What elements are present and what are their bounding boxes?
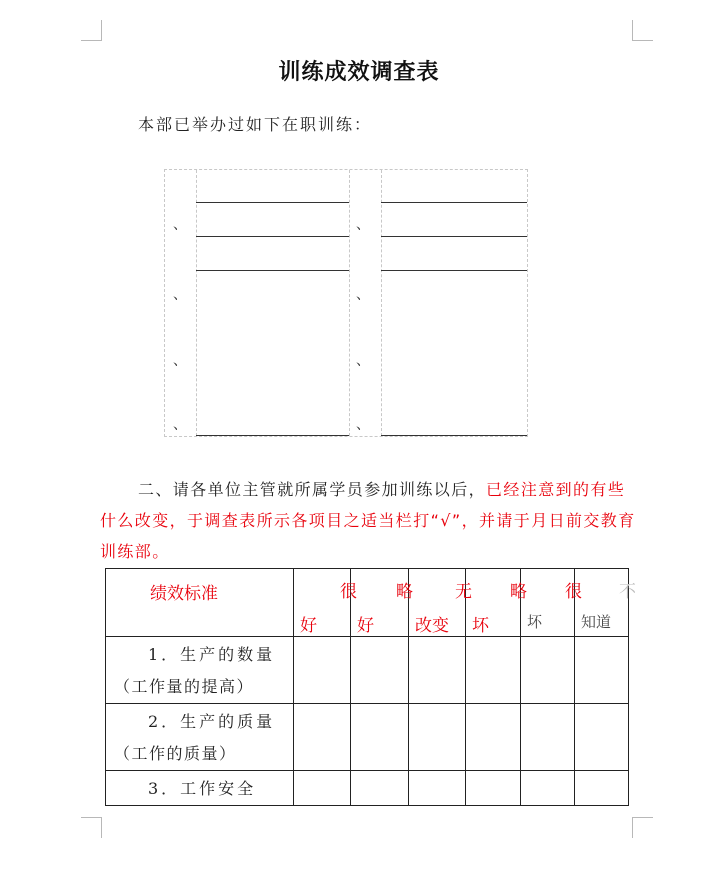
fill-in-line xyxy=(381,202,527,203)
list-mark: 、 xyxy=(173,353,187,369)
list-mark: 、 xyxy=(356,217,370,233)
rating-cell[interactable] xyxy=(294,637,351,704)
list-mark: 、 xyxy=(356,353,370,369)
row-item-title: 3．工作安全 xyxy=(148,779,257,798)
intro-text: 本部已举办过如下在职训练： xyxy=(138,115,373,134)
rating-cell[interactable] xyxy=(466,637,521,704)
training-list-table xyxy=(164,169,528,437)
rating-cell[interactable] xyxy=(351,637,409,704)
table-column-divider xyxy=(349,170,350,436)
rating-cell[interactable] xyxy=(409,771,466,806)
header-column-cell xyxy=(409,569,472,637)
header-column-bottom: 知道 xyxy=(581,613,612,631)
header-column-bottom: 坏 xyxy=(527,613,543,631)
header-column-bottom: 坏 xyxy=(472,616,489,636)
table-column-divider xyxy=(381,170,382,436)
row-item-cell xyxy=(106,771,294,806)
survey-table xyxy=(105,568,636,806)
instruction-paragraph xyxy=(100,474,640,567)
header-column-cell xyxy=(521,569,582,637)
list-mark: 、 xyxy=(173,417,187,433)
fill-in-line xyxy=(196,270,349,271)
header-standard-label: 绩效标准 xyxy=(150,584,218,604)
rating-cell[interactable] xyxy=(466,771,521,806)
rating-cell[interactable] xyxy=(466,704,521,771)
rating-cell[interactable] xyxy=(521,771,575,806)
document-title: 训练成效调查表 xyxy=(278,60,440,85)
instruction-deadline: 月日前交教育训练部。 xyxy=(100,511,636,561)
table-header-row xyxy=(106,569,629,637)
header-column-cell xyxy=(294,569,357,637)
header-column-cell xyxy=(575,569,636,637)
header-column-top: 不 xyxy=(619,582,636,602)
rating-cell[interactable] xyxy=(575,704,629,771)
row-item-cell xyxy=(106,704,294,771)
header-column-top: 略 xyxy=(396,582,413,602)
page-corner-mark xyxy=(632,20,653,41)
fill-in-line xyxy=(381,236,527,237)
rating-cell[interactable] xyxy=(521,637,575,704)
list-mark: 、 xyxy=(356,287,370,303)
fill-in-line xyxy=(381,270,527,271)
header-column-top: 略 xyxy=(510,582,527,602)
page-corner-mark xyxy=(81,817,102,838)
row-item-title: 1．生产的数量 xyxy=(148,645,276,664)
fill-in-line xyxy=(196,435,349,436)
row-item-subtitle: （工作的质量） xyxy=(114,744,237,763)
instruction-plain: 二、请各单位主管就所属学员参加训练以后， xyxy=(138,480,487,499)
page-corner-mark xyxy=(632,817,653,838)
list-mark: 、 xyxy=(173,217,187,233)
list-mark: 、 xyxy=(356,417,370,433)
header-column-bottom: 好 xyxy=(357,616,374,636)
header-column-cell xyxy=(351,569,413,637)
instruction-highlight: 已经注意到的有些什么改变，于调查表所示各项目之适当栏打“√”，并请于 xyxy=(100,480,626,530)
rating-cell[interactable] xyxy=(294,704,351,771)
rating-cell[interactable] xyxy=(575,771,629,806)
fill-in-line xyxy=(196,202,349,203)
rating-cell[interactable] xyxy=(351,771,409,806)
fill-in-line xyxy=(381,435,527,436)
table-row xyxy=(106,704,629,771)
header-column-top: 很 xyxy=(565,582,582,602)
rating-cell[interactable] xyxy=(409,637,466,704)
rating-cell[interactable] xyxy=(409,704,466,771)
rating-cell[interactable] xyxy=(575,637,629,704)
header-column-top: 无 xyxy=(455,582,472,602)
row-item-title: 2．生产的质量 xyxy=(148,712,276,731)
row-item-subtitle: （工作量的提高） xyxy=(114,677,255,696)
list-mark: 、 xyxy=(173,287,187,303)
header-standard-cell xyxy=(106,569,294,637)
header-column-bottom: 改变 xyxy=(415,616,449,636)
table-row xyxy=(106,637,629,704)
header-column-top: 很 xyxy=(340,582,357,602)
rating-cell[interactable] xyxy=(521,704,575,771)
table-row xyxy=(106,771,629,806)
table-column-divider xyxy=(196,170,197,436)
header-column-cell xyxy=(466,569,527,637)
row-item-cell xyxy=(106,637,294,704)
rating-cell[interactable] xyxy=(294,771,351,806)
page-corner-mark xyxy=(81,20,102,41)
header-column-bottom: 好 xyxy=(300,616,317,636)
fill-in-line xyxy=(196,236,349,237)
rating-cell[interactable] xyxy=(351,704,409,771)
